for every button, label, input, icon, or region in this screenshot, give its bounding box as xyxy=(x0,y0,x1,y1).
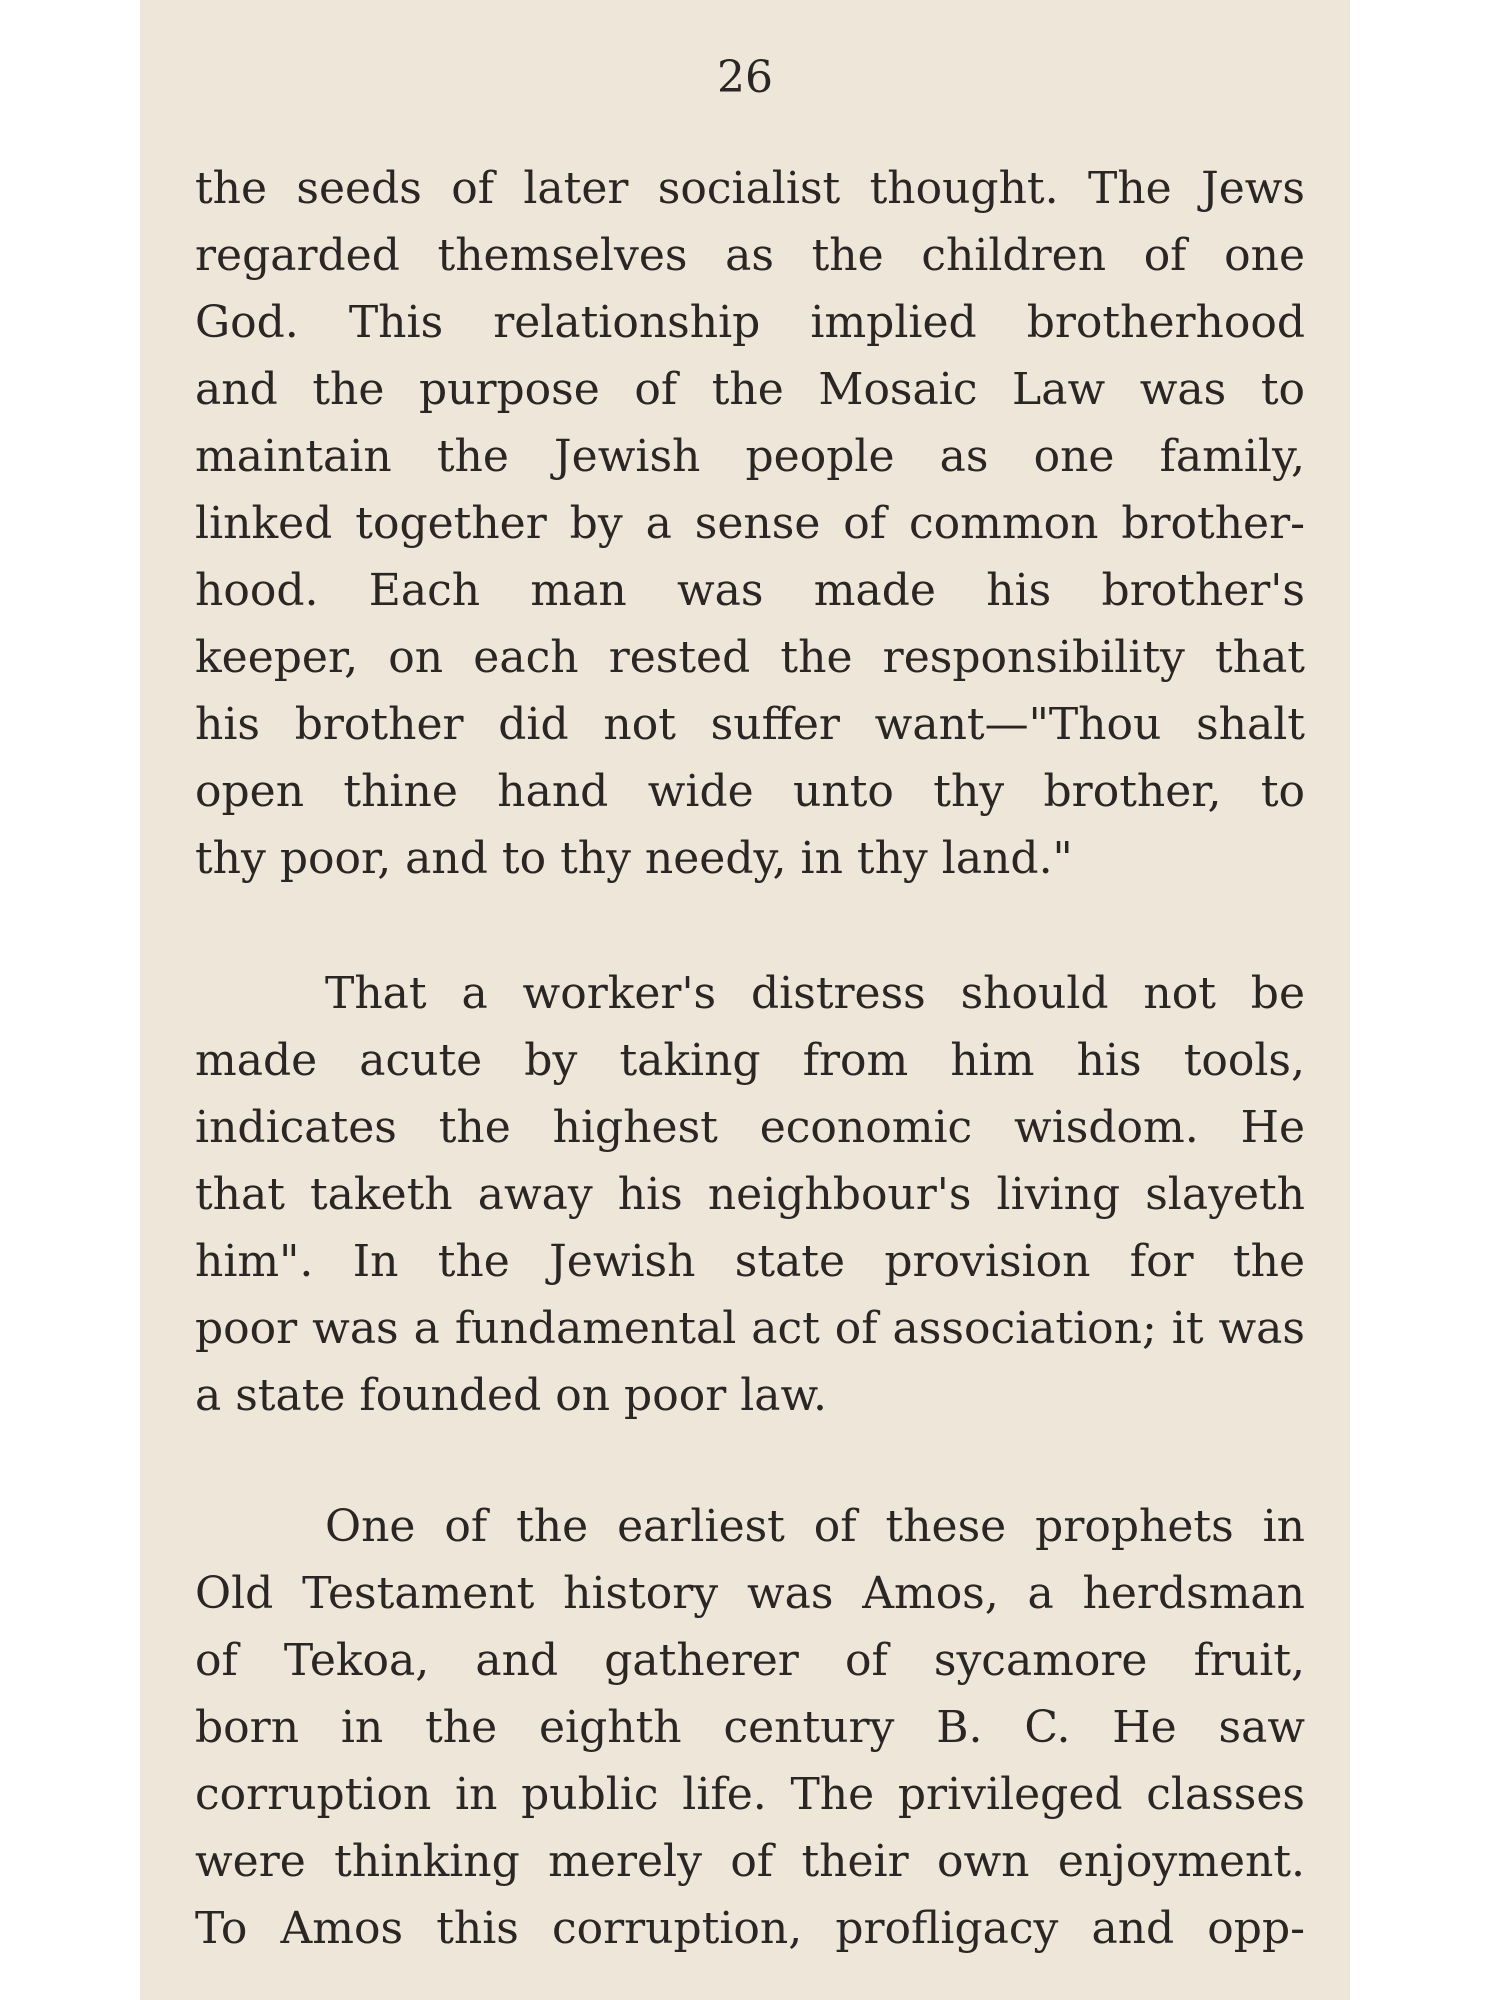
page-number: 26 xyxy=(717,52,773,103)
text-line: thy poor, and to thy needy, in thy land." xyxy=(195,833,1073,884)
text-line: To Amos this corruption, profligacy and opp- xyxy=(195,1903,1305,1954)
paragraph xyxy=(195,155,1305,892)
text-line: hood. Each man was made his brother's xyxy=(195,565,1305,616)
text-line: of Tekoa, and gatherer of sycamore fruit, xyxy=(195,1635,1305,1686)
paragraph xyxy=(195,1493,1305,1962)
text-line: Old Testament history was Amos, a herdsman xyxy=(195,1568,1305,1619)
text-line: him". In the Jewish state provision for the xyxy=(195,1236,1305,1287)
text-line: were thinking merely of their own enjoyment. xyxy=(195,1836,1305,1887)
text-line: keeper, on each rested the responsibility that xyxy=(195,632,1305,683)
text-line: One of the earliest of these prophets in xyxy=(325,1501,1305,1552)
text-line: the seeds of later socialist thought. The Jews xyxy=(195,163,1305,214)
text-line: God. This relationship implied brotherhood xyxy=(195,297,1305,348)
text-line: his brother did not suffer want—"Thou shalt xyxy=(195,699,1305,750)
text-line: corruption in public life. The privileged classes xyxy=(195,1769,1305,1820)
text-line: that taketh away his neighbour's living slayeth xyxy=(195,1169,1305,1220)
text-line: a state founded on poor law. xyxy=(195,1370,827,1421)
text-line: regarded themselves as the children of one xyxy=(195,230,1305,281)
text-line: indicates the highest economic wisdom. He xyxy=(195,1102,1305,1153)
text-line: poor was a fundamental act of association; it was xyxy=(195,1303,1305,1354)
text-line: born in the eighth century B. C. He saw xyxy=(195,1702,1305,1753)
text-line: open thine hand wide unto thy brother, to xyxy=(195,766,1305,817)
paragraph xyxy=(195,960,1305,1429)
book-page xyxy=(140,0,1350,2000)
text-line: That a worker's distress should not be xyxy=(325,968,1305,1019)
text-line: linked together by a sense of common brother- xyxy=(195,498,1305,549)
text-line: made acute by taking from him his tools, xyxy=(195,1035,1305,1086)
text-line: and the purpose of the Mosaic Law was to xyxy=(195,364,1305,415)
text-line: maintain the Jewish people as one family, xyxy=(195,431,1305,482)
